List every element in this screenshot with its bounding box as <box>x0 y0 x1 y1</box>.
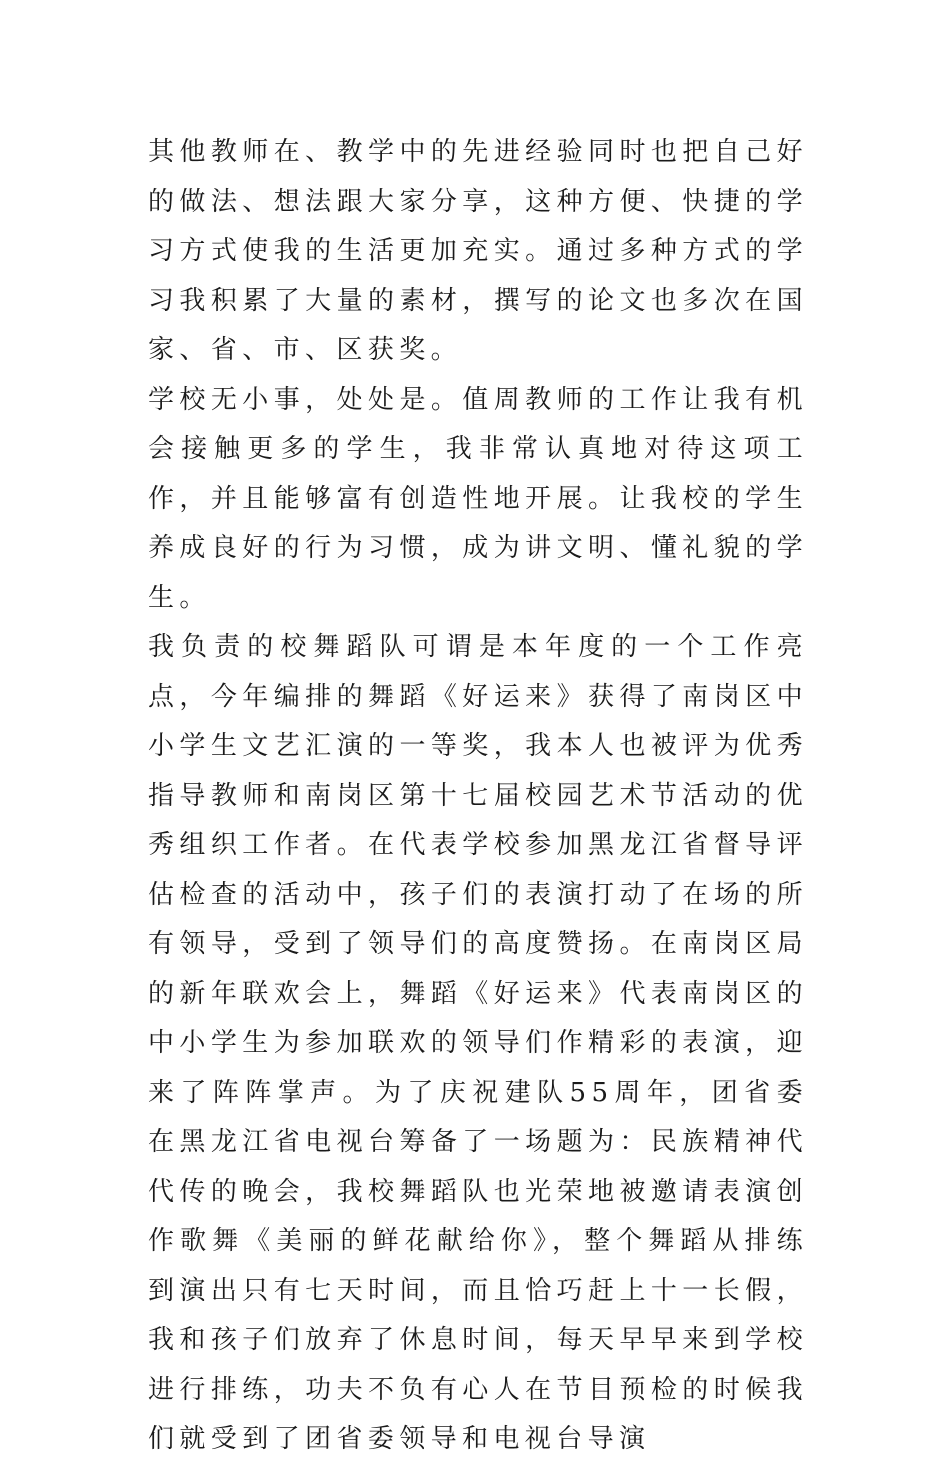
paragraph-study: 其他教师在、教学中的先进经验同时也把自己好的做法、想法跟大家分享，这种方便、快捷的学习方式使我的生活更加充实。通过多种方式的学习我积累了大量的素材，撰写的论文也多次在国家、省、市、区获奖。 <box>148 137 808 365</box>
paragraph-dance-team: 我负责的校舞蹈队可谓是本年度的一个工作亮点，今年编排的舞蹈《好运来》获得了南岗区中小学生文艺汇演的一等奖，我本人也被评为优秀指导教师和南岗区第十七届校园艺术节活动的优秀组织工作者。在代表学校参加黑龙江省督导评估检查的活动中，孩子们的表演打动了在场的所有领导，受到了领导们的高度赞扬。在南岗区局的新年联欢会上，舞蹈《好运来》代表南岗区的中小学生为参加联欢的领导们作精彩的表演，迎来了阵阵掌声。为了庆祝建队55周年，团省委在黑龙江省电视台筹备了一场题为：民族精神代代传的晚会，我校舞蹈队也光荣地被邀请表演创作歌舞《美丽的鲜花献给你》，整个舞蹈从排练到演出只有七天时间，而且恰巧赶上十一长假，我和孩子们放弃了休息时间，每天早早来到学校进行排练，功夫不负有心人在节目预检的时候我们就受到了团省委领导和电视台导演 <box>148 632 808 1454</box>
document-body <box>148 128 808 1465</box>
paragraph-duty-teacher: 学校无小事，处处是。值周教师的工作让我有机会接触更多的学生，我非常认真地对待这项工作，并且能够富有创造性地开展。让我校的学生养成良好的行为习惯，成为讲文明、懂礼貌的学生。 <box>148 384 808 613</box>
